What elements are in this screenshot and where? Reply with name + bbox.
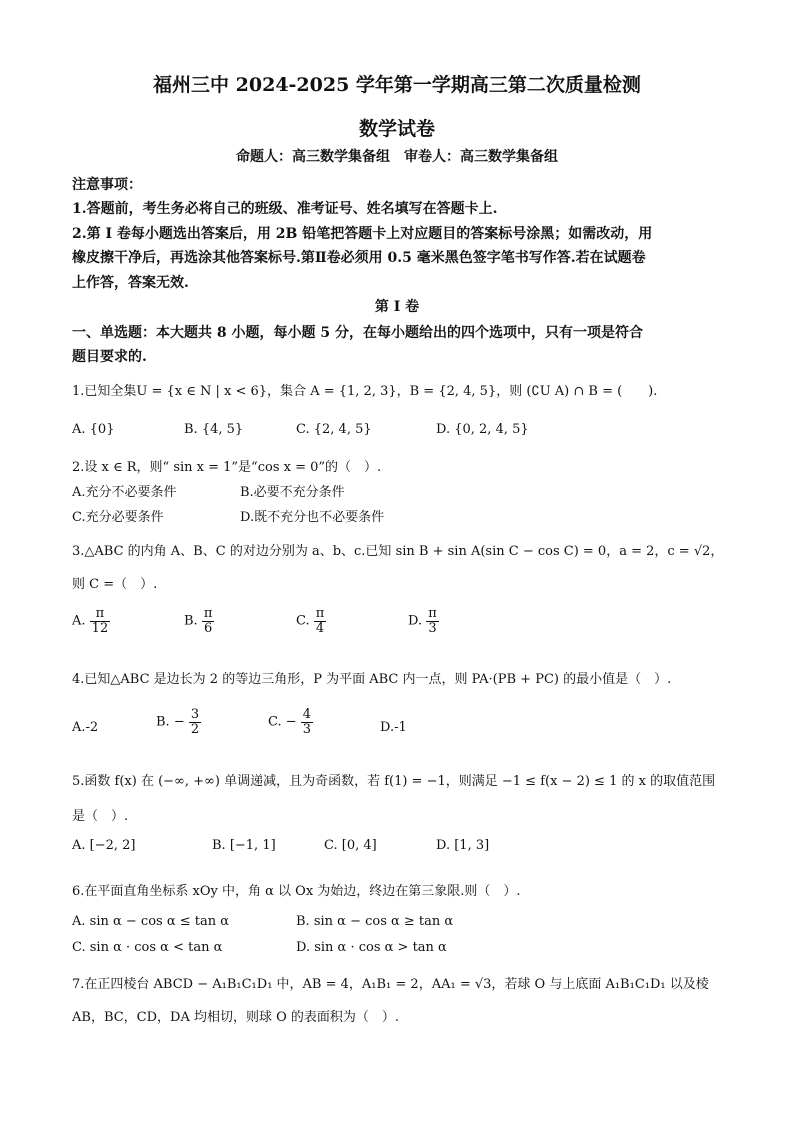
q5-option-b: B. [−1, 1] xyxy=(212,838,276,853)
q1-option-c: C. {2, 4, 5} xyxy=(296,422,372,437)
q3-option-c-label: C. xyxy=(296,613,310,629)
q2-option-b: B.必要不充分条件 xyxy=(240,485,345,500)
q3-option-b-numerator: π xyxy=(203,606,213,621)
q4-option-d: D.-1 xyxy=(380,720,407,735)
notice-item-2-line-1: 2.第 I 卷每小题选出答案后，用 2B 铅笔把答题卡上对应题目的答案标号涂黑；如需改动，用 xyxy=(72,226,653,242)
q3-option-a-numerator: π xyxy=(90,607,111,622)
q6-option-a: A. sin α − cos α ≤ tan α xyxy=(72,914,230,929)
notice-item-2-line-2: 橡皮擦干净后，再选涂其他答案标号.第Ⅱ卷必须用 0.5 毫米黑色签字笔书写作答.若在试题卷 xyxy=(72,250,646,266)
part1-heading-line-1: 一、单选题：本大题共 8 小题，每小题 5 分，在每小题给出的四个选项中，只有一项是符合 xyxy=(72,325,643,341)
q2-option-a: A.充分不必要条件 xyxy=(72,485,177,500)
exam-subtitle: 数学试卷 xyxy=(358,118,435,140)
part1-heading-line-2: 题目要求的. xyxy=(72,349,147,365)
q3-option-a xyxy=(72,607,110,635)
notice-heading: 注意事项： xyxy=(72,177,142,193)
q1-option-d: D. {0, 2, 4, 5} xyxy=(436,422,529,437)
notice-item-2-line-3: 上作答，答案无效. xyxy=(72,275,189,291)
q3-option-b xyxy=(184,607,214,635)
q4-option-b-denominator: 2 xyxy=(190,721,200,737)
q4-option-b xyxy=(156,708,201,736)
section-label: 第 I 卷 xyxy=(374,299,420,315)
q1-option-a: A. {0} xyxy=(72,422,115,437)
q7-stem-line-1: 7.在正四棱台 ABCD − A₁B₁C₁D₁ 中，AB = 4，A₁B₁ = 2，AA₁ = √3，若球 O 与上底面 A₁B₁C₁D₁ 以及棱 xyxy=(72,977,709,992)
q4-option-b-label: B. − xyxy=(156,714,185,730)
q4-option-b-numerator: 3 xyxy=(190,707,200,722)
q3-option-c-numerator: π xyxy=(315,606,325,621)
q3-option-c-denominator: 4 xyxy=(315,620,325,636)
q4-option-c xyxy=(268,708,313,736)
q3-option-d-numerator: π xyxy=(428,606,437,621)
q6-stem: 6.在平面直角坐标系 xOy 中，角 α 以 Ox 为始边，终边在第三象限.则（ ）. xyxy=(72,884,521,899)
q3-stem-line-2: 则 C =（ ）. xyxy=(72,577,158,592)
q6-option-d: D. sin α · cos α > tan α xyxy=(296,940,447,955)
q1-option-b: B. {4, 5} xyxy=(184,422,244,437)
q5-option-a: A. [−2, 2] xyxy=(72,838,136,853)
q5-stem-line-1: 5.函数 f(x) 在 (−∞, +∞) 单调递减，且为奇函数，若 f(1) = −1，则满足 −1 ≤ f(x − 2) ≤ 1 的 x 的取值范围 xyxy=(72,774,716,789)
q6-option-c: C. sin α · cos α < tan α xyxy=(72,940,223,955)
q4-option-c-numerator: 4 xyxy=(302,707,312,722)
q3-option-d-label: D. xyxy=(408,613,423,629)
q3-option-c xyxy=(296,607,326,635)
q3-option-a-denominator: 12 xyxy=(91,620,109,636)
q3-option-d xyxy=(408,607,439,635)
q3-stem-line-1: 3.△ABC 的内角 A、B、C 的对边分别为 a、b、c.已知 sin B + sin A(sin C − cos C) = 0，a = 2，c = √2， xyxy=(72,544,724,559)
q3-option-b-label: B. xyxy=(184,613,198,629)
q4-stem: 4.已知△ABC 是边长为 2 的等边三角形，P 为平面 ABC 内一点，则 PA·(PB + PC) 的最小值是（ ）. xyxy=(72,672,672,687)
q3-option-b-denominator: 6 xyxy=(203,620,213,636)
q6-option-b: B. sin α − cos α ≥ tan α xyxy=(296,914,454,929)
q3-option-a-label: A. xyxy=(72,613,86,629)
q2-option-c: C.充分必要条件 xyxy=(72,510,164,525)
q2-option-d: D.既不充分也不必要条件 xyxy=(240,510,385,525)
q1-stem: 1.已知全集U = {x ∈ N | x < 6}，集合 A = {1, 2, 3}，B = {2, 4, 5}，则 (∁U A) ∩ B = ( ). xyxy=(72,384,658,399)
q5-option-c: C. [0, 4] xyxy=(324,838,377,853)
notice-item-1: 1.答题前，考生务必将自己的班级、准考证号、姓名填写在答题卡上. xyxy=(72,201,498,217)
exam-title: 福州三中 2024-2025 学年第一学期高三第二次质量检测 xyxy=(153,74,641,96)
q5-option-d: D. [1, 3] xyxy=(436,838,490,853)
q4-option-c-denominator: 3 xyxy=(302,721,312,737)
q5-stem-line-2: 是（ ）. xyxy=(72,809,129,824)
q7-stem-line-2: AB，BC，CD，DA 均相切，则球 O 的表面积为（ ）. xyxy=(72,1010,400,1025)
q4-option-c-label: C. − xyxy=(268,714,297,730)
q2-stem: 2.设 x ∈ R，则“ sin x = 1”是“cos x = 0”的（ ）. xyxy=(72,460,382,475)
q4-option-a: A.-2 xyxy=(72,720,99,735)
exam-authors: 命题人：高三数学集备组 审卷人：高三数学集备组 xyxy=(236,149,558,165)
q3-option-d-denominator: 3 xyxy=(428,620,437,636)
